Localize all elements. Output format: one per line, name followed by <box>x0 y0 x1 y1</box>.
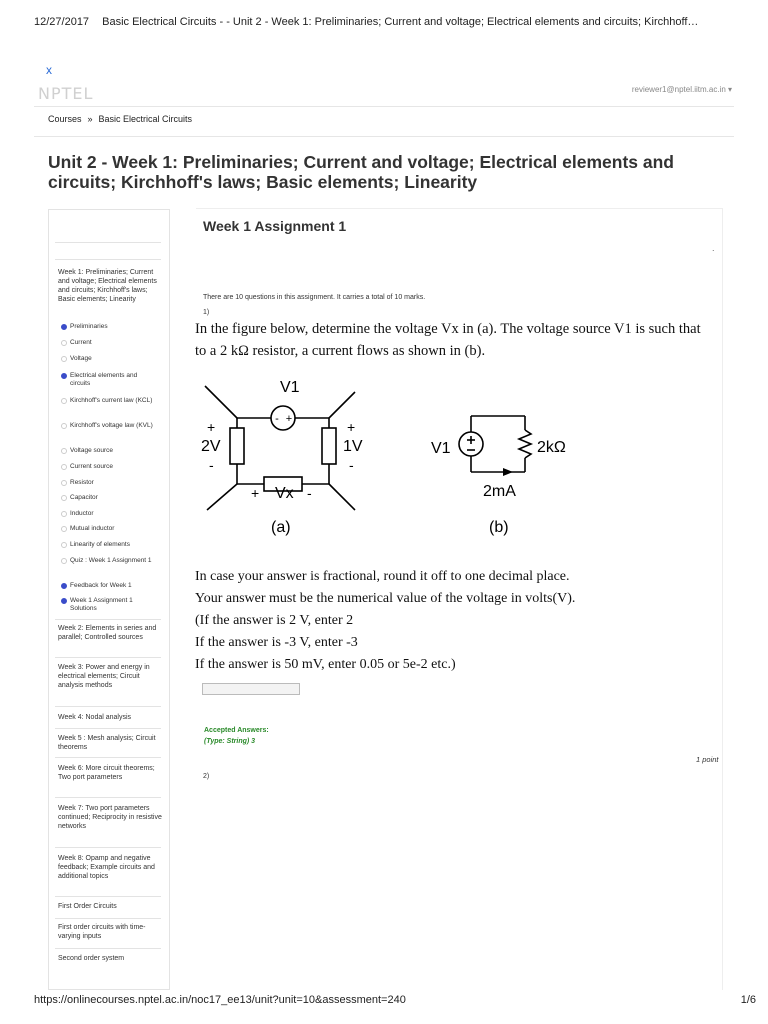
lesson-item[interactable] <box>62 463 157 471</box>
question-line-1: In the figure below, determine the voltage Vx in (a). The voltage source V1 is such that <box>195 321 701 337</box>
divider <box>55 657 161 658</box>
accepted-answer-value: (Type: String) 3 <box>204 738 256 745</box>
sidebar-week-4[interactable]: Week 4: Nodal analysis <box>58 714 132 721</box>
print-page-number: 1/6 <box>740 994 756 1006</box>
lesson-item[interactable] <box>62 372 157 388</box>
breadcrumb-courses-link[interactable]: Courses <box>48 114 82 124</box>
status-icon <box>61 448 67 454</box>
divider <box>55 706 161 707</box>
lesson-label: Week 1 Assignment 1 Solutions <box>70 597 133 612</box>
lesson-item[interactable] <box>62 510 157 518</box>
breadcrumb-separator: » <box>87 114 93 124</box>
source-polarity-minus: - <box>275 413 279 425</box>
sidebar-week-7[interactable]: Week 7: Two port parameters continued; Reciprocity in resistive networks <box>58 805 162 830</box>
label-v1-a: V1 <box>280 379 300 396</box>
instruction-line: (If the answer is 2 V, enter 2 <box>195 613 354 628</box>
status-icon <box>61 542 67 548</box>
circuit-figure <box>195 374 595 544</box>
breadcrumb-course-link[interactable]: Basic Electrical Circuits <box>98 114 193 124</box>
status-icon <box>61 340 67 346</box>
completed-status-icon <box>61 583 67 589</box>
sidebar-week-1[interactable]: Week 1: Preliminaries; Current and voltage; Electrical elements and circuits; Kirchhoff's laws; Basic elements; Linearity <box>58 269 157 303</box>
lesson-label: Inductor <box>70 510 94 517</box>
status-icon <box>61 398 67 404</box>
lesson-label: Quiz : Week 1 Assignment 1 <box>70 557 152 564</box>
lesson-item[interactable] <box>62 597 157 613</box>
divider <box>55 619 161 620</box>
current-arrow-icon <box>503 468 513 476</box>
assignment-panel-lower <box>196 678 723 990</box>
question-number: 2) <box>203 773 210 780</box>
divider <box>55 242 161 243</box>
status-icon <box>61 526 67 532</box>
divider <box>55 728 161 729</box>
label-vx: Vx <box>275 485 294 502</box>
divider <box>55 896 161 897</box>
status-icon <box>61 511 67 517</box>
print-header <box>34 16 698 28</box>
lesson-item[interactable] <box>62 422 157 430</box>
answer-input[interactable] <box>202 683 300 695</box>
question-points: 1 point <box>696 755 719 764</box>
lesson-label: Preliminaries <box>70 323 108 330</box>
lesson-item[interactable] <box>62 447 157 455</box>
status-icon <box>61 464 67 470</box>
assignment-title: Week 1 Assignment 1 <box>203 218 347 234</box>
instruction-line: If the answer is -3 V, enter -3 <box>195 635 358 650</box>
label-vx-minus: - <box>307 485 312 501</box>
completed-status-icon <box>61 598 67 604</box>
lesson-label: Mutual inductor <box>70 525 115 532</box>
sidebar-week-8[interactable]: Week 8: Opamp and negative feedback; Example circuits and additional topics <box>58 855 155 880</box>
assignment-intro: There are 10 questions in this assignment. It carries a total of 10 marks. <box>203 294 426 301</box>
print-date: 12/27/2017 <box>34 16 90 28</box>
sidebar-first-order-time-varying[interactable]: First order circuits with time-varying inputs <box>58 924 146 940</box>
divider <box>55 948 161 949</box>
divider <box>34 106 734 107</box>
status-icon <box>61 480 67 486</box>
lesson-label: Capacitor <box>70 494 98 501</box>
divider <box>55 757 161 758</box>
source-polarity-plus: + <box>285 413 293 425</box>
user-menu[interactable]: reviewer1@nptel.iitm.ac.in ▾ <box>631 85 732 94</box>
lesson-item[interactable] <box>62 397 157 405</box>
label-minus-left: - <box>209 457 214 473</box>
divider <box>55 797 161 798</box>
circuit-b <box>459 416 531 472</box>
label-2kohm: 2kΩ <box>537 439 566 456</box>
label-vx-plus: + <box>251 485 260 501</box>
lesson-item[interactable] <box>62 355 157 363</box>
instruction-line: If the answer is 50 mV, enter 0.05 or 5e-2 etc.) <box>195 657 456 672</box>
status-icon <box>61 356 67 362</box>
lesson-label: Current source <box>70 463 113 470</box>
lesson-item[interactable] <box>62 541 157 549</box>
lesson-item[interactable] <box>62 479 157 487</box>
caption-a: (a) <box>271 519 291 536</box>
label-1v: 1V <box>343 438 363 455</box>
lesson-label: Kirchhoff's current law (KCL) <box>70 397 153 404</box>
label-plus-left: + <box>207 419 216 435</box>
breadcrumb <box>48 114 192 124</box>
divider <box>55 918 161 919</box>
status-icon <box>61 423 67 429</box>
course-outline-sidebar <box>48 209 170 990</box>
lesson-label: Voltage <box>70 355 92 362</box>
divider <box>55 259 161 260</box>
sidebar-second-order-system[interactable]: Second order system <box>58 955 125 962</box>
close-link[interactable]: x <box>46 63 52 77</box>
lesson-item[interactable] <box>62 339 157 347</box>
decorative-dot: . <box>712 243 715 253</box>
divider <box>34 136 734 137</box>
sidebar-first-order-circuits[interactable]: First Order Circuits <box>58 903 117 910</box>
lesson-item[interactable] <box>62 525 157 533</box>
sidebar-week-6[interactable]: Week 6: More circuit theorems; Two port parameters <box>58 765 155 781</box>
lesson-label: Kirchhoff's voltage law (KVL) <box>70 422 153 429</box>
completed-status-icon <box>61 324 67 330</box>
instruction-line: Your answer must be the numerical value of the voltage in volts(V). <box>195 591 576 606</box>
sidebar-week-5[interactable]: Week 5 : Mesh analysis; Circuit theorems <box>58 735 156 751</box>
lesson-item[interactable] <box>62 323 157 331</box>
label-2ma: 2mA <box>483 483 516 500</box>
status-icon <box>61 558 67 564</box>
accepted-answers-label: Accepted Answers: <box>204 727 269 734</box>
label-v1-b: V1 <box>431 440 451 457</box>
site-logo[interactable]: NPTEL <box>38 84 94 103</box>
page-title: Unit 2 - Week 1: Preliminaries; Current and voltage; Electrical elements and circuits; Kirchhoff's laws; Basic elements; Linearity <box>48 152 674 192</box>
lesson-label: Linearity of elements <box>70 541 130 548</box>
status-icon <box>61 495 67 501</box>
sidebar-week-3[interactable]: Week 3: Power and energy in electrical elements; Circuit analysis methods <box>58 664 150 689</box>
label-plus-right: + <box>347 419 356 435</box>
lesson-label: Feedback for Week 1 <box>70 582 132 589</box>
answer-instructions <box>195 566 575 676</box>
lesson-label: Voltage source <box>70 447 114 454</box>
lesson-item[interactable] <box>62 557 157 565</box>
lesson-item[interactable] <box>62 582 157 590</box>
lesson-label: Electrical elements and circuits <box>70 372 138 387</box>
caption-b: (b) <box>489 519 509 536</box>
print-url: https://onlinecourses.nptel.ac.in/noc17_ee13/unit?unit=10&assessment=240 <box>34 994 406 1006</box>
label-minus-right: - <box>349 457 354 473</box>
lesson-item[interactable] <box>62 494 157 502</box>
question-text <box>195 318 735 362</box>
divider <box>55 847 161 848</box>
instruction-line: In case your answer is fractional, round it off to one decimal place. <box>195 569 570 584</box>
completed-status-icon <box>61 373 67 379</box>
lesson-label: Current <box>70 339 92 346</box>
sidebar-week-2[interactable]: Week 2: Elements in series and parallel; Controlled sources <box>58 625 157 641</box>
question-number: 1) <box>203 309 210 316</box>
question-line-2: to a 2 kΩ resistor, a current flows as shown in (b). <box>195 343 486 359</box>
lesson-label: Resistor <box>70 479 94 486</box>
print-page-title: Basic Electrical Circuits - - Unit 2 - Week 1: Preliminaries; Current and voltage; Electrical elements and circuits; Kirchhoff… <box>102 16 699 28</box>
label-2v: 2V <box>201 438 221 455</box>
